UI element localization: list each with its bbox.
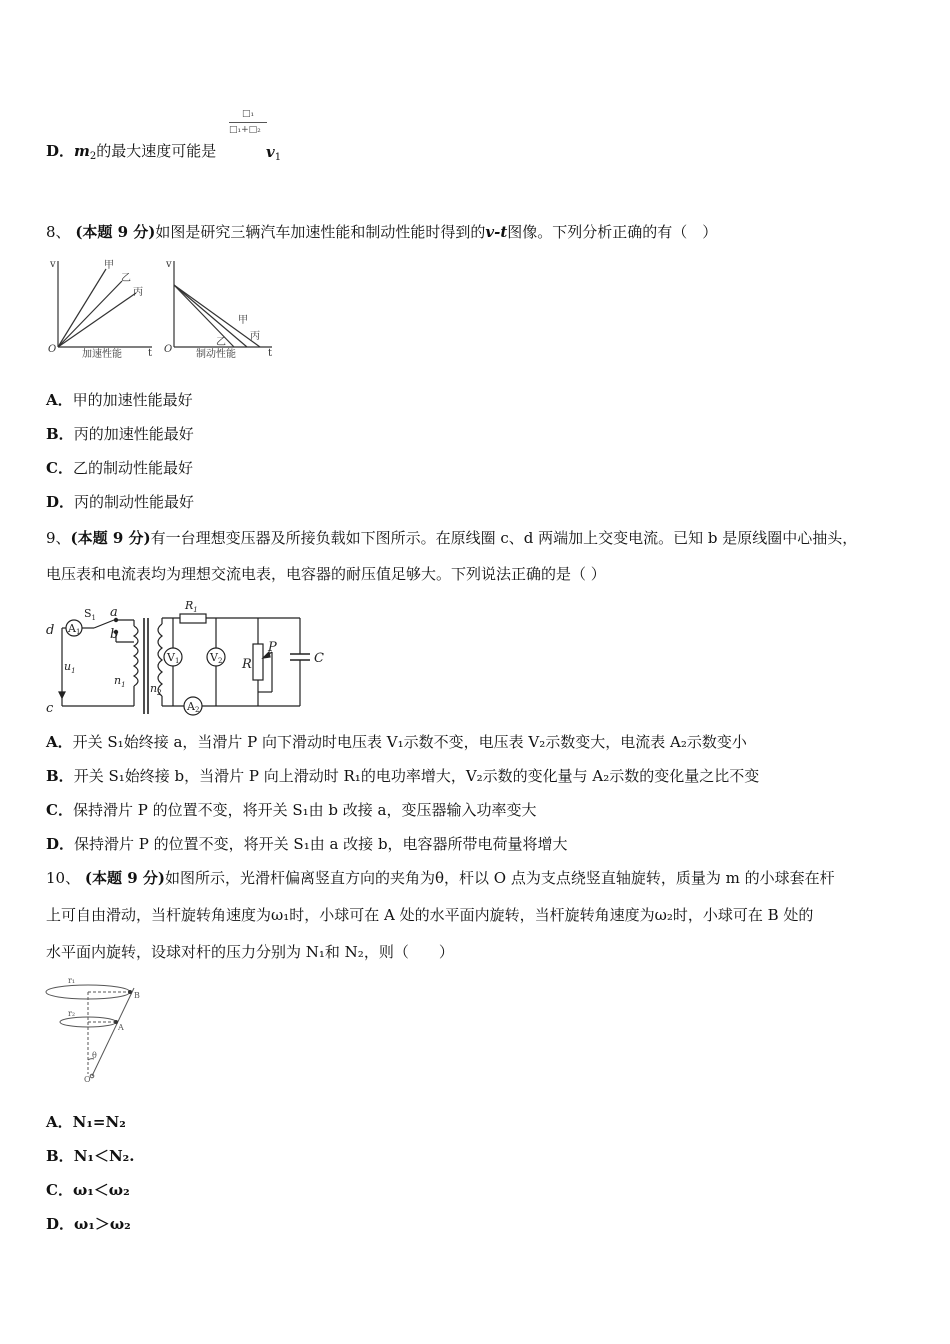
- label-p: P: [268, 640, 277, 655]
- origin-label: O: [164, 344, 173, 355]
- line-yi: [58, 281, 122, 347]
- contact-b: b: [110, 627, 119, 642]
- contact-a: a: [110, 605, 118, 620]
- question-number: 9、: [46, 529, 71, 547]
- label-a: A: [118, 1023, 124, 1032]
- q9-stem-line1: 9、(本题 9 分)有一台理想变压器及所接负载如下图所示。在原线圈 c、d 两端加上交变电流。已知 b 是原线圈中心抽头，: [46, 529, 858, 547]
- q10-stem-line2: 上可自由滑动，当杆旋转角速度为ω₁时，小球可在 A 处的水平面内旋转，当杆旋转角速度为ω₂时，小球可在 B 处的: [46, 906, 814, 924]
- rheostat-r: [253, 644, 263, 680]
- fraction-numerator: □₁: [242, 109, 255, 119]
- origin-label: O: [48, 344, 57, 355]
- mass-var: m: [74, 142, 90, 160]
- secondary-coil: [158, 624, 162, 696]
- question-number: 8、: [46, 223, 71, 241]
- velocity-v1: $v_1$: [266, 143, 282, 163]
- q10-option-b: B．N₁＜N₂.: [46, 1147, 135, 1165]
- t-label: t: [148, 348, 153, 359]
- fraction-denominator: □₁+□₂: [229, 125, 261, 135]
- q8-stem: 8、 (本题 9 分)如图是研究三辆汽车加速性能和制动性能时得到的v-t图像。下列分析正确的有（ ）: [46, 223, 718, 241]
- rotating-rod-figure: [44, 974, 154, 1084]
- label-s1: $S_1$: [84, 607, 97, 622]
- label-v1: V1: [167, 651, 180, 665]
- q7-option-d: [46, 141, 216, 161]
- q8-option-c: C．乙的制动性能最好: [46, 459, 193, 477]
- label-yi: 乙: [121, 273, 131, 284]
- label-c: C: [314, 651, 324, 666]
- label-bing: 丙: [250, 331, 260, 342]
- label-v2: V2: [210, 651, 223, 665]
- label-r1: $R_1$: [185, 599, 198, 614]
- caption: 加速性能: [82, 349, 122, 360]
- label-jia: 甲: [238, 315, 248, 326]
- t-label: t: [268, 348, 273, 359]
- terminal-d: d: [46, 623, 55, 638]
- question-score: (本题 9 分): [70, 529, 151, 547]
- q10-stem-line3: 水平面内旋转，设球对杆的压力分别为 N₁和 N₂，则（ ）: [46, 943, 454, 961]
- terminal-c: c: [46, 701, 54, 716]
- q10-stem-line1: 10、 (本题 9 分)如图所示，光滑杆偏离竖直方向的夹角为θ，杆以 O 点为支点绕竖直轴旋转，质量为 m 的小球套在杆: [46, 869, 835, 887]
- label-a1: A1: [68, 622, 81, 636]
- q10-option-a: A．N₁=N₂: [46, 1113, 126, 1131]
- label-a2: A2: [187, 700, 200, 714]
- resistor-r1: [180, 614, 206, 623]
- line-jia: [58, 269, 106, 347]
- question-number: 10、: [46, 869, 81, 887]
- v-label: v: [166, 259, 172, 270]
- label-r1: r₁: [68, 976, 76, 985]
- label-yi: 乙: [216, 337, 226, 348]
- q8-option-a: A．甲的加速性能最好: [46, 391, 193, 409]
- accel-graph: [58, 261, 152, 347]
- label-theta: θ: [92, 1051, 97, 1060]
- label-r: R: [242, 657, 252, 672]
- q9-option-c: C．保持滑片 P 的位置不变，将开关 S₁由 b 改接 a，变压器输入功率变大: [46, 801, 537, 819]
- line-bing: [58, 293, 136, 347]
- q10-option-c: C．ω₁＜ω₂: [46, 1181, 130, 1199]
- label-u1: $u_1$: [64, 660, 76, 675]
- mass-sub: 2: [89, 151, 97, 162]
- label-bing: 丙: [133, 287, 143, 298]
- q9-option-a: A．开关 S₁始终接 a，当滑片 P 向下滑动时电压表 V₁示数不变，电压表 V₂示数变大，电流表 A₂示数变小: [46, 733, 747, 751]
- fraction-bar: [229, 122, 267, 123]
- option-text: 的最大速度可能是: [96, 142, 217, 160]
- caption: 制动性能: [196, 349, 236, 360]
- label-o: O: [84, 1075, 91, 1084]
- q8-option-b: B．丙的加速性能最好: [46, 425, 194, 443]
- option-letter: D．: [46, 142, 75, 160]
- q9-option-b: B．开关 S₁始终接 b，当滑片 P 向上滑动时 R₁的电功率增大，V₂示数的变化量与 A₂示数的变化量之比不变: [46, 767, 760, 785]
- u1-arrow: [59, 692, 65, 698]
- label-b: B: [134, 991, 140, 1000]
- question-score: (本题 9 分): [84, 869, 165, 887]
- vt-graphs-figure: [44, 255, 284, 365]
- label-n1: $n_1$: [114, 674, 126, 689]
- rod: [92, 988, 134, 1076]
- primary-coil: [134, 626, 138, 686]
- q9-stem-line2: 电压表和电流表均为理想交流电表，电容器的耐压值足够大。下列说法正确的是（ ）: [46, 565, 606, 583]
- line-bing: [174, 285, 247, 347]
- label-n2: $n_2$: [150, 682, 162, 697]
- label-r2: r₂: [68, 1009, 76, 1018]
- v-label: v: [50, 259, 56, 270]
- question-score: (本题 9 分): [75, 223, 156, 241]
- q10-option-d: D．ω₁＞ω₂: [46, 1215, 131, 1233]
- label-jia: 甲: [104, 260, 114, 271]
- ball-b: [128, 990, 132, 994]
- q8-option-d: D．丙的制动性能最好: [46, 493, 195, 511]
- q9-option-d: D．保持滑片 P 的位置不变，将开关 S₁由 a 改接 b，电容器所带电荷量将增大: [46, 835, 568, 853]
- transformer-circuit-figure: [44, 596, 344, 720]
